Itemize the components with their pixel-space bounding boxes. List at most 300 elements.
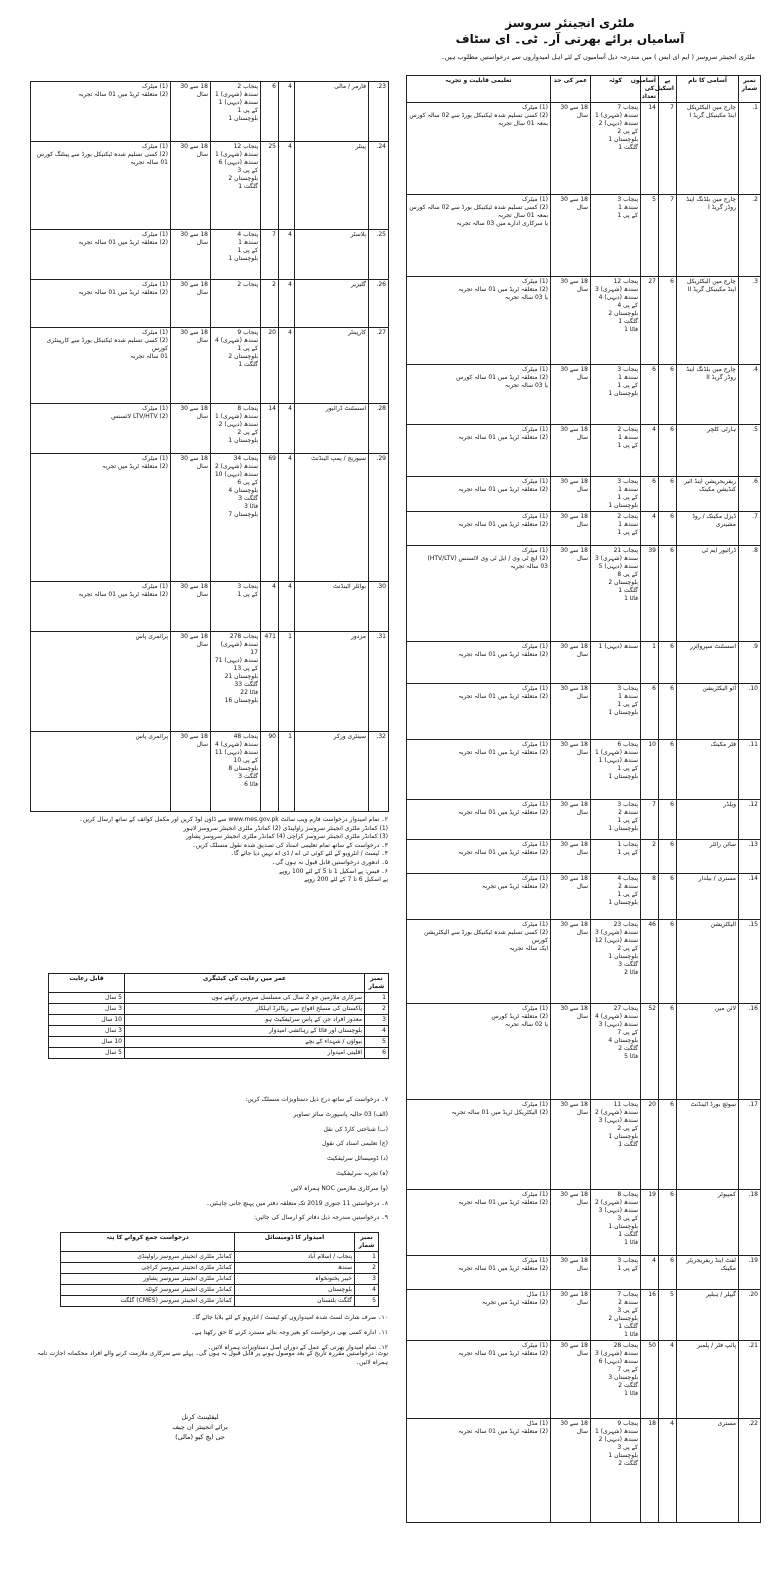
- cell-qual: (1) میٹرک (2) متعلقہ ٹریڈ میں 01 سالہ تجربہ: [407, 642, 551, 684]
- cell-posts: 50: [641, 1341, 659, 1419]
- cell-bps: 6: [659, 1004, 677, 1100]
- note-line: ۷۔ درخواست کے ساتھ درج ذیل دستاویزات منسلک کریں:: [245, 1096, 388, 1103]
- cell-bps: 6: [659, 840, 677, 874]
- cell-qual: (1) میٹرک (2) متعلقہ ٹریڈ میں 01 سالہ تجربہ یا 03 سالہ تجربہ: [407, 277, 551, 365]
- cell-name: اسسٹنٹ ڈرائیور: [295, 404, 369, 454]
- cell-bps: 4: [279, 230, 295, 280]
- cell-quota: پنجاب 3 سندھ 1 کے پی 1: [591, 195, 641, 277]
- cell-age: 18 سے 30 سال: [551, 1100, 591, 1190]
- cell-quota: سندھ (دیہی) 1: [591, 642, 641, 684]
- cell-name: ویلڈر: [677, 800, 739, 840]
- office-address-table: [60, 1232, 379, 1307]
- cell-qual: (1) میٹرک (2) متعلقہ ٹریڈ میں 01 سالہ تجربہ: [407, 1256, 551, 1290]
- cell-no: 19.: [739, 1256, 761, 1290]
- cell-qual: (1) میٹرک (2) متعلقہ ٹریڈ میں 01 سالہ تجربہ: [407, 477, 551, 512]
- cell-age: 18 سے 30 سال: [171, 230, 211, 280]
- cell-quota: پنجاب 2 سندھ 1 کے پی 1: [591, 425, 641, 477]
- cell-no: 15.: [739, 920, 761, 1004]
- cell-quota: پنجاب 8 سندھ (شہری) 2 سندھ (دیہی) 3 کے پی 3 بلوچستان 1 گلگت 1 فاٹا 1: [591, 1190, 641, 1256]
- table-row: [407, 277, 761, 365]
- header-qual: تعلیمی قابلیت و تجربہ: [407, 76, 551, 103]
- table-cell: 4: [365, 1026, 389, 1037]
- table-cell: اقلیتی امیدوار: [125, 1048, 365, 1059]
- cell-posts: 14: [261, 404, 279, 454]
- cell-bps: 1: [279, 632, 295, 732]
- cell-no: 10.: [739, 684, 761, 740]
- cell-name: ڈیزل مکینک / روڈ مشینری: [677, 512, 739, 546]
- cell-age: 18 سے 30 سال: [551, 1004, 591, 1100]
- cell-posts: 4: [641, 512, 659, 546]
- cell-quota: پنجاب 23 سندھ (شہری) 3 سندھ (دیہی) 12 کے پی 2 بلوچستان 1 گلگت 3 فاٹا 2: [591, 920, 641, 1004]
- office-header-address: درخواست جمع کروانے کا پتہ: [61, 1233, 235, 1252]
- cell-quota: پنجاب 7 سندھ (شہری) 1 سندھ (دیہی) 2 کے پی 2 بلوچستان 1 گلگت 1: [591, 103, 641, 195]
- table-row: [407, 1190, 761, 1256]
- table-row: [31, 454, 389, 582]
- table-cell: بیواؤں / شہداء کے بچے: [125, 1037, 365, 1048]
- cell-quota: پنجاب 4 سندھ 2 کے پی 1 بلوچستان 1: [591, 874, 641, 920]
- cell-age: 18 سے 30 سال: [551, 840, 591, 874]
- table-row: [407, 425, 761, 477]
- cell-qual: (1) میٹرک (2) متعلقہ ٹریڈ میں 01 سالہ تجربہ: [31, 582, 171, 632]
- cell-posts: 471: [261, 632, 279, 732]
- cell-quota: پنجاب 28 سندھ (شہری) 3 سندھ (دیہی) 6 کے پی 7 بلوچستان 3 گلگت 2 فاٹا 1: [591, 1341, 641, 1419]
- cell-bps: 6: [659, 684, 677, 740]
- table-cell: 4: [355, 1285, 379, 1296]
- table-cell: 1: [355, 1252, 379, 1263]
- cell-age: 18 سے 30 سال: [171, 632, 211, 732]
- page-subtitle: آسامیاں برائے بھرتی آر۔ ٹی۔ ای سٹاف: [455, 32, 685, 46]
- cell-quota: پنجاب 3 سندھ 1 کے پی 1 بلوچستان 1: [591, 365, 641, 425]
- table-cell: بلوچستان: [235, 1285, 355, 1296]
- cell-no: 20.: [739, 1290, 761, 1341]
- cell-age: 18 سے 30 سال: [551, 800, 591, 840]
- cell-name: کمپیوٹر: [677, 1190, 739, 1256]
- table-row: [61, 1296, 379, 1307]
- table-cell: معذور افراد جن کے پاس سرٹیفکیٹ ہو: [125, 1015, 365, 1026]
- table-row: [31, 280, 389, 328]
- cell-no: 27.: [369, 328, 389, 404]
- table-cell: پاکستان کی مسلح افواج سے ریٹائرڈ اہلکار: [125, 1004, 365, 1015]
- cell-bps: 6: [659, 1256, 677, 1290]
- cell-name: چارج مین الیکٹریکل اینڈ مکینیکل گریڈ II: [677, 277, 739, 365]
- cell-bps: 6: [659, 740, 677, 800]
- cell-posts: 25: [261, 142, 279, 230]
- table-row: [407, 365, 761, 425]
- table-row: [407, 195, 761, 277]
- cell-posts: 20: [641, 1100, 659, 1190]
- cell-qual: (1) میٹرک (2) کسی تسلیم شدہ ٹیکنیکل بورڈ سے 02 سالہ کورس بمعہ 01 سال تجربہ یا سرکاری ادارے میں 03 سالہ تجربہ: [407, 195, 551, 277]
- table-row: [407, 1419, 761, 1523]
- table-row: [31, 82, 389, 142]
- cell-no: 23.: [369, 82, 389, 142]
- cell-bps: 6: [659, 477, 677, 512]
- cell-posts: 6: [261, 82, 279, 142]
- table-cell: 2: [365, 1004, 389, 1015]
- cell-posts: 18: [641, 1419, 659, 1523]
- cell-posts: 4: [261, 582, 279, 632]
- cell-name: مستری: [677, 1419, 739, 1523]
- cell-qual: (1) میٹرک (2) متعلقہ ٹریڈ میں 01 سالہ کورس یا 03 سالہ تجربہ: [407, 365, 551, 425]
- cell-bps: 6: [659, 425, 677, 477]
- vacancy-table-left: [30, 81, 389, 812]
- cell-name: چارج مین الیکٹریکل اینڈ مکینیکل گریڈ I: [677, 103, 739, 195]
- table-header-row: [407, 76, 761, 103]
- cell-age: 18 سے 30 سال: [171, 582, 211, 632]
- cell-qual: (1) میٹرک (2) LTV/HTV لائسنس: [31, 404, 171, 454]
- cell-qual: (1) میٹرک (2) کسی تسلیم شدہ ٹیکنیکل بورڈ سے کارپینٹری کورس 01 سالہ تجربہ: [31, 328, 171, 404]
- cell-no: 18.: [739, 1190, 761, 1256]
- cell-posts: 90: [261, 732, 279, 812]
- table-row: [49, 1037, 389, 1048]
- cell-posts: 7: [641, 800, 659, 840]
- cell-no: 11.: [739, 740, 761, 800]
- signature-block: [100, 1412, 300, 1442]
- table-row: [407, 1341, 761, 1419]
- cell-age: 18 سے 30 سال: [551, 425, 591, 477]
- cell-age: 18 سے 30 سال: [171, 454, 211, 582]
- cell-no: 6.: [739, 477, 761, 512]
- cell-qual: (1) میٹرک (2) متعلقہ ٹریڈ میں 01 سالہ تجربہ: [31, 82, 171, 142]
- cell-age: 18 سے 30 سال: [171, 280, 211, 328]
- cell-qual: (1) میٹرک (2) متعلقہ ٹریڈ میں 01 سالہ تجربہ: [407, 684, 551, 740]
- table-cell: سندھ: [235, 1263, 355, 1274]
- cell-posts: 2: [641, 840, 659, 874]
- cell-age: 18 سے 30 سال: [551, 740, 591, 800]
- cell-age: 18 سے 30 سال: [551, 512, 591, 546]
- cell-no: 12.: [739, 800, 761, 840]
- table-row: [407, 1004, 761, 1100]
- cell-age: 18 سے 30 سال: [171, 732, 211, 812]
- cell-qual: (1) میٹرک (2) متعلقہ ٹریڈ میں 01 سالہ تجربہ: [407, 1341, 551, 1419]
- cell-bps: 4: [279, 82, 295, 142]
- table-row: [407, 920, 761, 1004]
- cell-age: 18 سے 30 سال: [551, 477, 591, 512]
- cell-bps: 7: [659, 195, 677, 277]
- cell-qual: (1) میٹرک (2) متعلقہ ٹریڈ میں 01 سالہ تجربہ: [407, 800, 551, 840]
- note-line: (ہ) تجربہ سرٹیفکیٹ: [336, 1169, 388, 1177]
- cell-name: مزدور: [295, 632, 369, 732]
- cell-name: اسسٹنٹ سپروائزر: [677, 642, 739, 684]
- cell-quota: پنجاب 2 سندھ (شہری) 1 سندھ (دیہی) 1 کے پی 1 بلوچستان 1: [211, 82, 261, 142]
- table-row: [31, 582, 389, 632]
- note-line: (الف) 03 حالیہ پاسپورٹ سائز تصاویر: [293, 1110, 388, 1118]
- cell-posts: 20: [261, 328, 279, 404]
- cell-age: 18 سے 30 سال: [551, 1341, 591, 1419]
- note-line: ۸۔ درخواستیں 11 جنوری 2019 تک متعلقہ دفتر میں پہنچ جانی چاہئیں۔: [206, 1199, 388, 1207]
- cell-age: 18 سے 30 سال: [551, 1290, 591, 1341]
- cell-quota: پنجاب 7 سندھ 2 کے پی 3 بلوچستان 2 گلگت 1 فاٹا 1: [591, 1290, 641, 1341]
- cell-name: چارج مین بلڈنگ اینڈ روڈز گریڈ II: [677, 365, 739, 425]
- header-no: نمبر شمار: [739, 76, 761, 103]
- cell-posts: 69: [261, 454, 279, 582]
- cell-no: 31.: [369, 632, 389, 732]
- cell-quota: پنجاب 3 سندھ 1 کے پی 1 بلوچستان 1: [591, 684, 641, 740]
- cell-name: لائن مین: [677, 1004, 739, 1100]
- cell-no: 24.: [369, 142, 389, 230]
- table-cell: 3: [365, 1015, 389, 1026]
- table-cell: 6: [365, 1048, 389, 1059]
- cell-age: 18 سے 30 سال: [551, 195, 591, 277]
- cell-qual: (1) میٹرک (2) کسی تسلیم شدہ ٹیکنیکل بورڈ سے پینٹنگ کورس 01 سالہ تجربہ: [31, 142, 171, 230]
- table-row: [31, 328, 389, 404]
- note-line: ۱۰۔ صرف شارٹ لسٹ شدہ امیدواروں کو ٹیسٹ / انٹرویو کے لئے بلایا جائے گا۔: [191, 1314, 388, 1321]
- cell-name: پائپ فٹر / پلمبر: [677, 1341, 739, 1419]
- cell-age: 18 سے 30 سال: [551, 546, 591, 642]
- table-row: [407, 800, 761, 840]
- cell-posts: 52: [641, 1004, 659, 1100]
- note-line: ۴۔ ٹیسٹ / انٹرویو کے لئے کوئی ٹی اے / ڈی اے نہیں دیا جائے گا۔: [230, 850, 388, 858]
- cell-quota: پنجاب 3 سندھ 2 کے پی 1 بلوچستان 1: [591, 800, 641, 840]
- signature-line-3: جی ایچ کیو (مالی): [175, 1433, 225, 1441]
- table-row: [31, 732, 389, 812]
- header-name: آسامی کا نام: [677, 76, 739, 103]
- cell-no: 21.: [739, 1341, 761, 1419]
- cell-quota: پنجاب 2: [211, 280, 261, 328]
- cell-name: گیپلر / ہیلپر: [677, 1290, 739, 1341]
- note-line: (د) ڈومیسائل سرٹیفکیٹ: [326, 1155, 388, 1163]
- table-cell: خیبر پختونخواہ: [235, 1274, 355, 1285]
- cell-bps: 4: [279, 280, 295, 328]
- header-quota: کوٹہ: [591, 76, 641, 103]
- cell-age: 18 سے 30 سال: [551, 684, 591, 740]
- cell-name: پلاسٹر: [295, 230, 369, 280]
- table-cell: 5 سال: [49, 1048, 125, 1059]
- cell-age: 18 سے 30 سال: [171, 82, 211, 142]
- cell-posts: 6: [641, 684, 659, 740]
- page-header: [420, 16, 720, 46]
- cell-no: 17.: [739, 1100, 761, 1190]
- cell-no: 5.: [739, 425, 761, 477]
- cell-bps: 6: [659, 1190, 677, 1256]
- cell-posts: 5: [641, 195, 659, 277]
- cell-quota: پنجاب 48 سندھ (شہری) 4 سندھ (دیہی) 11 کے پی 10 بلوچستان 8 گلگت 3 فاٹا 6: [211, 732, 261, 812]
- cell-bps: 6: [659, 277, 677, 365]
- cell-name: الیکٹریشن: [677, 920, 739, 1004]
- cell-bps: 6: [659, 920, 677, 1004]
- cell-posts: 27: [641, 277, 659, 365]
- cell-bps: 4: [279, 142, 295, 230]
- cell-name: سوئچ بورڈ اٹینڈنٹ: [677, 1100, 739, 1190]
- table-row: [407, 1100, 761, 1190]
- cell-posts: 1: [641, 642, 659, 684]
- table-row: [407, 477, 761, 512]
- table-row: [407, 740, 761, 800]
- cell-bps: 1: [279, 732, 295, 812]
- cell-age: 18 سے 30 سال: [551, 1419, 591, 1523]
- table-cell: 3 سال: [49, 1026, 125, 1037]
- cell-no: 7.: [739, 512, 761, 546]
- table-cell: 10 سال: [49, 1037, 125, 1048]
- cell-qual: (1) میٹرک (2) متعلقہ ٹریڈ میں 01 سالہ تجربہ: [31, 230, 171, 280]
- cell-posts: 6: [641, 477, 659, 512]
- cell-posts: 2: [261, 280, 279, 328]
- cell-no: 9.: [739, 642, 761, 684]
- cell-no: 16.: [739, 1004, 761, 1100]
- cell-bps: 6: [659, 874, 677, 920]
- note-line: ۳۔ درخواست کے ساتھ تمام تعلیمی اسناد کی تصدیق شدہ نقول منسلک کریں۔: [192, 841, 388, 849]
- cell-quota: پنجاب 12 سندھ (شہری) 3 سندھ (دیہی) 4 کے پی 4 بلوچستان 2 گلگت 1 فاٹا 1: [591, 277, 641, 365]
- table-cell: 10 سال: [49, 1015, 125, 1026]
- table-cell: پنجاب / اسلام آباد: [235, 1252, 355, 1263]
- cell-qual: (1) میٹرک (2) کسی تسلیم شدہ ٹیکنیکل بورڈ سے الیکٹریشن کورس ایک سالہ تجربہ: [407, 920, 551, 1004]
- cell-name: گلیزیر: [295, 280, 369, 328]
- cell-name: فٹر مکینک: [677, 740, 739, 800]
- cell-quota: پنجاب 4 سندھ 1 کے پی 1 بلوچستان 1: [211, 230, 261, 280]
- cell-posts: 10: [641, 740, 659, 800]
- table-row: [407, 1256, 761, 1290]
- cell-quota: پنجاب 21 سندھ (شہری) 3 سندھ (دیہی) 5 کے پی 8 بلوچستان 2 گلگت 1 فاٹا 1: [591, 546, 641, 642]
- cell-name: فارمر / مالی: [295, 82, 369, 142]
- cell-no: 4.: [739, 365, 761, 425]
- cell-bps: 6: [659, 800, 677, 840]
- header-age: عمر کی حد: [551, 76, 591, 103]
- cell-posts: 8: [641, 874, 659, 920]
- cell-age: 18 سے 30 سال: [551, 642, 591, 684]
- table-row: [407, 642, 761, 684]
- table-row: [31, 632, 389, 732]
- cell-no: 28.: [369, 404, 389, 454]
- note-line: ۱۱۔ ادارہ کسی بھی درخواست کو بغیر وجہ بتائے مسترد کرنے کا حق رکھتا ہے۔: [191, 1328, 388, 1336]
- note-line: ۱۲۔ تمام امیدوار بھرتی کے عمل کے دوران اصل دستاویزات ہمراہ لائیں۔: [207, 1343, 388, 1351]
- cell-quota: پنجاب 278 سندھ (شہری) 17 سندھ (دیہی) 71 کے پی 13 بلوچستان 21 گلگت 33 فاٹا 22 بلوچستان 16: [211, 632, 261, 732]
- table-row: [61, 1252, 379, 1263]
- note-line: (1) کمانڈر ملٹری انجینئر سروسز راولپنڈی (2) کمانڈر ملٹری انجینئر سروسز لاہور: [183, 824, 388, 832]
- table-row: [407, 546, 761, 642]
- cell-qual: (1) میٹرک (2) متعلقہ ٹریڈ میں 01 سالہ تجربہ: [407, 425, 551, 477]
- cell-qual: (1) میٹرک (2) متعلقہ ٹریڈ میں 01 سالہ تجربہ: [407, 1190, 551, 1256]
- cell-age: 18 سے 30 سال: [551, 365, 591, 425]
- table-row: [407, 512, 761, 546]
- cell-posts: 6: [641, 365, 659, 425]
- table-row: [31, 230, 389, 280]
- table-row: [407, 840, 761, 874]
- cell-no: 30.: [369, 582, 389, 632]
- table-row: [49, 1004, 389, 1015]
- cell-name: ڈرائیور ایم ٹی: [677, 546, 739, 642]
- cell-name: سائن رائٹر: [677, 840, 739, 874]
- cell-no: 3.: [739, 277, 761, 365]
- signature-line-2: برائے انجینئر ان چیف: [172, 1423, 228, 1431]
- cell-age: 18 سے 30 سال: [171, 328, 211, 404]
- table-row: [407, 1290, 761, 1341]
- cell-age: 18 سے 30 سال: [551, 103, 591, 195]
- cell-no: 8.: [739, 546, 761, 642]
- cell-no: 29.: [369, 454, 389, 582]
- cell-bps: 6: [659, 642, 677, 684]
- table-cell: 5: [365, 1037, 389, 1048]
- cell-posts: 16: [641, 1290, 659, 1341]
- cell-qual: پرائمری پاس: [31, 732, 171, 812]
- cell-age: 18 سے 30 سال: [171, 142, 211, 230]
- cell-quota: پنجاب 11 سندھ (شہری) 2 سندھ (دیہی) 3 کے پی 2 بلوچستان 1 گلگت 1: [591, 1100, 641, 1190]
- table-row: [49, 993, 389, 1004]
- age-header-category: عمر میں رعایت کی کیٹیگری: [125, 974, 365, 993]
- note-line: (3) کمانڈر ملٹری انجینئر سروسز کراچی (4) کمانڈر ملٹری انجینئر سروسز پشاور: [185, 833, 388, 841]
- cell-qual: (1) میٹرک (2) متعلقہ ٹریڈ میں 01 سالہ تجربہ: [31, 280, 171, 328]
- cell-name: سیوریج / پمپ اٹینڈنٹ: [295, 454, 369, 582]
- table-row: [49, 1026, 389, 1037]
- cell-qual: (1) میٹرک (2) متعلقہ ٹریڈ میں 01 سالہ تجربہ: [407, 840, 551, 874]
- table-cell: کمانڈر ملٹری انجینئر سروسز کوئٹہ: [61, 1285, 235, 1296]
- cell-bps: 6: [659, 365, 677, 425]
- cell-age: 18 سے 30 سال: [551, 277, 591, 365]
- cell-quota: پنجاب 9 سندھ (شہری) 1 سندھ (دیہی) 2 کے پی 3 بلوچستان 1 گلگت 2: [591, 1419, 641, 1523]
- cell-qual: (1) میٹرک (2) کسی تسلیم شدہ ٹیکنیکل بورڈ سے 02 سالہ کورس بمعہ 01 سال تجربہ: [407, 103, 551, 195]
- cell-qual: (1) میٹرک (2) متعلقہ ٹریڈ میں 01 سالہ تجربہ: [407, 512, 551, 546]
- table-row: [31, 404, 389, 454]
- table-cell: 1: [365, 993, 389, 1004]
- table-cell: کمانڈر ملٹری انجینئر سروسز کراچی: [61, 1263, 235, 1274]
- cell-bps: 7: [659, 103, 677, 195]
- cell-quota: پنجاب 1 کے پی 1: [591, 840, 641, 874]
- cell-bps: 4: [659, 1419, 677, 1523]
- cell-name: کارپینٹر: [295, 328, 369, 404]
- note-line: ۹۔ درخواستیں مندرجہ ذیل دفاتر کو ارسال کی جائیں:: [254, 1214, 388, 1222]
- cell-posts: 4: [641, 1256, 659, 1290]
- cell-quota: پنجاب 12 سندھ (شہری) 1 سندھ (دیہی) 6 کے پی 3 بلوچستان 2 گلگت 1: [211, 142, 261, 230]
- cell-posts: 39: [641, 546, 659, 642]
- cell-bps: 4: [659, 1341, 677, 1419]
- note-line: (ب) شناختی کارڈ کی نقل: [323, 1125, 388, 1133]
- table-row: [407, 684, 761, 740]
- cell-age: 18 سے 30 سال: [551, 920, 591, 1004]
- table-row: [407, 103, 761, 195]
- table-row: [49, 1048, 389, 1059]
- age-header-no: نمبر شمار: [365, 974, 389, 993]
- header-posts: آسامیوں کی تعداد: [641, 76, 659, 103]
- table-row: [31, 142, 389, 230]
- cell-age: 18 سے 30 سال: [551, 874, 591, 920]
- table-cell: 3: [355, 1274, 379, 1285]
- cell-name: لفٹ اینڈ ریفریجریٹر مکینک: [677, 1256, 739, 1290]
- table-cell: 5 سال: [49, 993, 125, 1004]
- footnote: نوٹ: درخواستیں مقررہ تاریخ کے بعد موصول ہونے پر قابل قبول نہ ہوں گی۔ پہلے سے سرکاری ملازمت کرنے والے افراد محکمانہ اجازت نامہ ہمراہ لائیں۔: [37, 1350, 388, 1366]
- cell-name: ہارٹی کلچر: [677, 425, 739, 477]
- table-cell: 2: [355, 1263, 379, 1274]
- cell-quota: پنجاب 3 سندھ 1 کے پی 1 بلوچستان 1: [591, 477, 641, 512]
- cell-bps: 6: [659, 546, 677, 642]
- cell-name: آٹو الیکٹریشن: [677, 684, 739, 740]
- cell-qual: (1) میٹرک (2) متعلقہ ٹریڈ میں 01 سالہ تجربہ: [407, 740, 551, 800]
- table-cell: 5: [355, 1296, 379, 1307]
- note-line: ۲۔ تمام امیدوار درخواست فارم ویب سائٹ www.mes.gov.pk سے ڈاؤن لوڈ کریں اور مکمل کوائف کے ساتھ ارسال کریں۔: [79, 816, 388, 823]
- table-row: [49, 1015, 389, 1026]
- table-cell: سرکاری ملازمین جو 2 سال کی مسلسل سروس رکھتے ہوں: [125, 993, 365, 1004]
- cell-qual: (1) میٹرک (2) متعلقہ ٹریڈ کورس یا 02 سالہ تجربہ: [407, 1004, 551, 1100]
- cell-quota: پنجاب 27 سندھ (شہری) 4 سندھ (دیہی) 3 کے پی 7 بلوچستان 4 گلگت 2 فاٹا 5: [591, 1004, 641, 1100]
- cell-age: 18 سے 30 سال: [171, 404, 211, 454]
- cell-quota: پنجاب 9 سندھ (شہری) 4 کے پی 1 بلوچستان 2 گلگت 1: [211, 328, 261, 404]
- cell-no: 13.: [739, 840, 761, 874]
- cell-no: 25.: [369, 230, 389, 280]
- table-row: [407, 874, 761, 920]
- office-table-header: [61, 1233, 379, 1252]
- cell-bps: 5: [659, 1290, 677, 1341]
- cell-posts: 4: [641, 425, 659, 477]
- cell-name: مستری / بیلدار: [677, 874, 739, 920]
- office-header-domicile: امیدوار کا ڈومیسائل: [235, 1233, 355, 1252]
- cell-posts: 7: [261, 230, 279, 280]
- cell-name: ریفریجریشن اینڈ ائیر کنڈیشن مکینک: [677, 477, 739, 512]
- cell-qual: (1) مڈل (2) متعلقہ ٹریڈ میں تجربہ: [407, 1290, 551, 1341]
- age-header-relax: قابل رعایت: [49, 974, 125, 993]
- cell-bps: 6: [659, 512, 677, 546]
- cell-no: 1.: [739, 103, 761, 195]
- cell-quota: پنجاب 8 سندھ (شہری) 1 سندھ (دیہی) 2 کے پی 2 بلوچستان 1: [211, 404, 261, 454]
- age-relaxation-table: [48, 973, 389, 1059]
- cell-qual: (1) مڈل (2) متعلقہ ٹریڈ میں 01 سالہ تجربہ: [407, 1419, 551, 1523]
- cell-quota: پنجاب 34 سندھ (شہری) 2 سندھ (دیہی) 10 کے پی 6 بلوچستان 4 گلگت 3 فاٹا 3 بلوچستان 7: [211, 454, 261, 582]
